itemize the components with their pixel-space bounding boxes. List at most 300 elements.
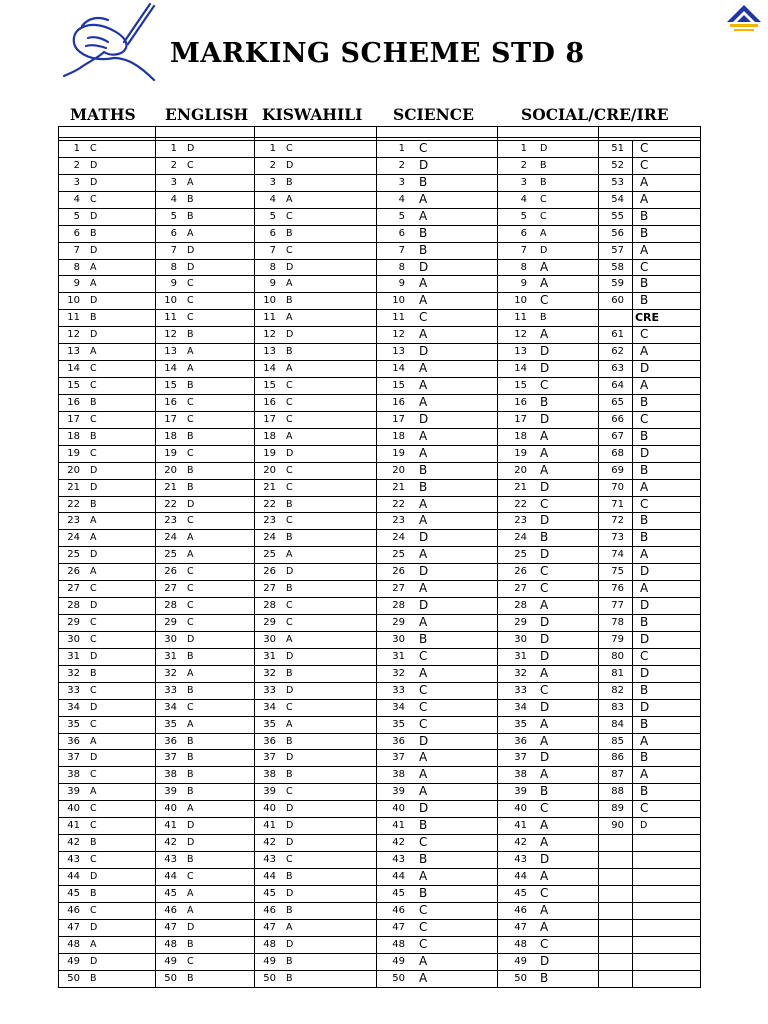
question-number: 8 — [520, 261, 527, 273]
question-number: 76 — [611, 583, 624, 595]
answer-cell: B — [640, 513, 649, 528]
question-number: 39 — [263, 786, 276, 798]
answer-cell: C — [540, 581, 549, 596]
question-number: 47 — [164, 921, 177, 933]
subject-header-kiswahili: KISWAHILI — [262, 105, 363, 124]
answer-cell: D — [90, 650, 98, 662]
question-number: 36 — [67, 735, 80, 747]
answer-cell: D — [90, 481, 98, 493]
question-number: 34 — [392, 701, 405, 713]
answer-cell: B — [640, 394, 649, 409]
answer-cell: D — [286, 803, 294, 815]
answer-cell: C — [419, 141, 428, 155]
answer-cell: A — [419, 750, 428, 765]
question-number: 36 — [263, 735, 276, 747]
answer-cell: B — [286, 532, 293, 544]
question-number: 20 — [67, 464, 80, 476]
answer-cell: A — [286, 633, 293, 645]
question-number: 66 — [611, 413, 624, 425]
answer-cell: D — [419, 344, 429, 359]
answer-cell: A — [540, 868, 549, 883]
answer-cell: C — [187, 701, 194, 713]
answer-cell: B — [540, 159, 547, 171]
answer-cell: C — [540, 378, 549, 393]
question-number: 49 — [164, 955, 177, 967]
question-number: 16 — [392, 396, 405, 408]
answer-cell: D — [286, 837, 294, 849]
question-number: 40 — [263, 803, 276, 815]
answer-cell: A — [90, 515, 97, 527]
question-number: 20 — [514, 464, 527, 476]
answer-cell: A — [90, 532, 97, 544]
answer-cell: D — [187, 244, 195, 256]
answer-cell: A — [540, 598, 549, 613]
answer-cell: A — [187, 718, 194, 730]
question-number: 38 — [164, 769, 177, 781]
question-number: 46 — [392, 904, 405, 916]
answer-cell: A — [90, 346, 97, 358]
answer-cell: D — [187, 633, 195, 645]
question-number: 22 — [392, 498, 405, 510]
question-number: 58 — [611, 261, 624, 273]
question-number: 34 — [67, 701, 80, 713]
question-number: 68 — [611, 447, 624, 459]
question-number: 13 — [164, 346, 177, 358]
question-number: 41 — [263, 820, 276, 832]
question-number: 12 — [514, 329, 527, 341]
answer-cell: C — [286, 244, 293, 256]
question-number: 59 — [611, 278, 624, 290]
question-number: 20 — [164, 464, 177, 476]
answer-cell: C — [90, 769, 97, 781]
answer-cell: A — [540, 227, 547, 239]
answer-cell: B — [286, 498, 293, 510]
question-number: 45 — [164, 887, 177, 899]
question-number: 63 — [611, 363, 624, 375]
answer-cell: C — [419, 310, 428, 325]
answer-cell: A — [419, 547, 428, 562]
question-number: 1 — [170, 143, 177, 154]
answer-cell: C — [90, 854, 97, 866]
answer-cell: B — [640, 225, 649, 240]
question-number: 34 — [514, 701, 527, 713]
question-number: 69 — [611, 464, 624, 476]
question-number: 53 — [611, 176, 624, 188]
question-number: 9 — [520, 278, 527, 290]
answer-cell: A — [540, 445, 549, 460]
row-separator — [598, 885, 701, 886]
question-number: 3 — [398, 176, 405, 188]
question-number: 4 — [73, 193, 80, 205]
answer-cell: A — [540, 835, 549, 850]
answer-cell: C — [540, 885, 549, 900]
answer-cell: C — [90, 904, 97, 916]
answer-cell: C — [640, 259, 649, 274]
question-number: 3 — [269, 176, 276, 188]
question-number: 31 — [392, 650, 405, 662]
table-bottom-border — [58, 987, 701, 988]
answer-cell: C — [187, 396, 194, 408]
question-number: 90 — [611, 820, 624, 832]
question-number: 23 — [263, 515, 276, 527]
answer-cell: B — [90, 887, 97, 899]
question-number: 38 — [392, 769, 405, 781]
answer-cell: C — [90, 684, 97, 696]
answer-cell: A — [419, 327, 428, 342]
answer-cell: C — [286, 515, 293, 527]
question-number: 48 — [514, 938, 527, 950]
question-number: 47 — [392, 921, 405, 933]
question-number: 87 — [611, 769, 624, 781]
answer-cell: A — [419, 208, 428, 223]
question-number: 18 — [514, 430, 527, 442]
question-number: 9 — [170, 278, 177, 290]
answer-cell: B — [419, 479, 428, 494]
question-number: 48 — [164, 938, 177, 950]
answer-cell: A — [540, 462, 549, 477]
question-number: 20 — [392, 464, 405, 476]
question-number: 84 — [611, 718, 624, 730]
answer-cell: C — [540, 936, 549, 951]
answer-cell: B — [419, 225, 428, 240]
column-inner-border — [632, 140, 633, 987]
question-number: 4 — [398, 193, 405, 205]
answer-cell: A — [640, 242, 649, 257]
question-number: 44 — [263, 870, 276, 882]
question-number: 24 — [392, 532, 405, 544]
answer-cell: C — [187, 583, 194, 595]
question-number: 30 — [67, 633, 80, 645]
question-number: 18 — [164, 430, 177, 442]
question-number: 30 — [514, 633, 527, 645]
answer-cell: C — [90, 820, 97, 832]
answer-cell: C — [286, 786, 293, 798]
question-number: 8 — [73, 261, 80, 273]
subject-header-science: SCIENCE — [393, 105, 474, 124]
answer-cell: B — [187, 193, 194, 205]
answer-cell: B — [419, 462, 428, 477]
table-header-border — [58, 137, 701, 138]
subject-header-maths: MATHS — [70, 105, 136, 124]
question-number: 49 — [67, 955, 80, 967]
answer-cell: D — [419, 564, 429, 579]
answer-cell: B — [286, 769, 293, 781]
answer-cell: D — [187, 820, 195, 832]
answer-cell: A — [540, 665, 549, 680]
answer-cell: C — [187, 447, 194, 459]
question-number: 7 — [398, 244, 405, 256]
question-number: 31 — [164, 650, 177, 662]
answer-cell: B — [540, 394, 549, 409]
question-number: 50 — [514, 972, 527, 984]
answer-cell: C — [640, 411, 649, 426]
question-number: 32 — [514, 667, 527, 679]
answer-cell: C — [286, 413, 293, 425]
question-number: 67 — [611, 430, 624, 442]
question-number: 3 — [520, 176, 527, 188]
answer-cell: C — [90, 583, 97, 595]
question-number: 18 — [263, 430, 276, 442]
question-number: 29 — [67, 617, 80, 629]
answer-cell: B — [187, 752, 194, 764]
answer-cell: B — [540, 970, 549, 985]
answer-cell: A — [419, 394, 428, 409]
question-number: 27 — [514, 583, 527, 595]
question-number: 2 — [398, 159, 405, 171]
answer-cell: A — [90, 278, 97, 290]
answer-cell: C — [640, 327, 649, 342]
question-number: 8 — [398, 261, 405, 273]
question-number: 40 — [514, 803, 527, 815]
answer-cell: A — [419, 378, 428, 393]
question-number: 13 — [263, 346, 276, 358]
answer-cell: B — [640, 462, 649, 477]
answer-cell: B — [90, 972, 97, 984]
question-number: 37 — [164, 752, 177, 764]
answer-cell: A — [540, 259, 549, 274]
question-number: 19 — [392, 447, 405, 459]
question-number: 52 — [611, 159, 624, 171]
answer-cell: A — [419, 445, 428, 460]
question-number: 57 — [611, 244, 624, 256]
question-number: 11 — [392, 312, 405, 324]
question-number: 37 — [67, 752, 80, 764]
question-number: 44 — [392, 870, 405, 882]
question-number: 29 — [263, 617, 276, 629]
answer-cell: A — [419, 513, 428, 528]
question-number: 35 — [164, 718, 177, 730]
question-number: 88 — [611, 786, 624, 798]
answer-cell: D — [540, 615, 550, 630]
question-number: 34 — [164, 701, 177, 713]
answer-cell: B — [187, 650, 194, 662]
question-number: 80 — [611, 650, 624, 662]
answer-cell: B — [286, 176, 293, 188]
question-number: 23 — [392, 515, 405, 527]
answer-cell: D — [540, 750, 550, 765]
answer-cell: A — [419, 665, 428, 680]
question-number: 44 — [514, 870, 527, 882]
answer-cell: D — [540, 631, 550, 646]
answer-cell: D — [90, 329, 98, 341]
answer-cell: D — [90, 295, 98, 307]
answer-cell: B — [187, 684, 194, 696]
answer-cell: C — [187, 413, 194, 425]
question-number: 10 — [263, 295, 276, 307]
answer-cell: D — [540, 852, 550, 867]
question-number: 39 — [514, 786, 527, 798]
question-number: 60 — [611, 295, 624, 307]
answer-cell: B — [286, 346, 293, 358]
answer-cell: A — [286, 193, 293, 205]
answer-cell: C — [640, 496, 649, 511]
answer-cell: D — [540, 953, 550, 968]
answer-cell: B — [286, 870, 293, 882]
answer-cell: D — [640, 665, 650, 680]
question-number: 54 — [611, 193, 624, 205]
question-number: 41 — [67, 820, 80, 832]
question-number: 14 — [67, 363, 80, 375]
answer-cell: C — [187, 278, 194, 290]
question-number: 35 — [514, 718, 527, 730]
answer-cell: C — [540, 496, 549, 511]
question-number: 2 — [520, 159, 527, 171]
answer-cell: B — [640, 208, 649, 223]
question-number: 1 — [398, 143, 405, 154]
answer-cell: A — [187, 803, 194, 815]
question-number: 3 — [170, 176, 177, 188]
question-number: 43 — [164, 854, 177, 866]
question-number: 38 — [263, 769, 276, 781]
answer-cell: A — [419, 361, 428, 376]
question-number: 40 — [392, 803, 405, 815]
row-separator — [598, 919, 701, 920]
question-number: 5 — [520, 210, 527, 222]
question-number: 5 — [269, 210, 276, 222]
question-number: 2 — [269, 159, 276, 171]
question-number: 6 — [398, 227, 405, 239]
answer-cell: B — [90, 396, 97, 408]
question-number: 17 — [514, 413, 527, 425]
answer-cell: D — [540, 411, 550, 426]
question-number: 61 — [611, 329, 624, 341]
row-separator — [598, 851, 701, 852]
question-number: 16 — [164, 396, 177, 408]
answer-cell: B — [419, 174, 428, 189]
answer-cell: D — [540, 699, 550, 714]
question-number: 26 — [514, 566, 527, 578]
answer-cell: A — [640, 344, 649, 359]
answer-cell: A — [640, 547, 649, 562]
question-number: 29 — [164, 617, 177, 629]
answer-cell: C — [540, 801, 549, 816]
answer-cell: D — [540, 244, 548, 256]
answer-cell: A — [286, 430, 293, 442]
question-number: 35 — [392, 718, 405, 730]
question-number: 16 — [67, 396, 80, 408]
question-number: 28 — [263, 600, 276, 612]
question-number: 42 — [514, 837, 527, 849]
question-number: 35 — [263, 718, 276, 730]
column-border — [58, 126, 59, 987]
answer-cell: D — [286, 752, 294, 764]
answer-cell: C — [187, 617, 194, 629]
question-number: 6 — [269, 227, 276, 239]
answer-cell: A — [419, 953, 428, 968]
question-number: 21 — [514, 481, 527, 493]
question-number: 49 — [514, 955, 527, 967]
question-number: 41 — [164, 820, 177, 832]
question-number: 41 — [514, 820, 527, 832]
question-number: 22 — [263, 498, 276, 510]
question-number: 11 — [514, 312, 527, 324]
question-number: 77 — [611, 600, 624, 612]
answer-cell: D — [187, 921, 195, 933]
question-number: 22 — [67, 498, 80, 510]
answer-cell: B — [640, 293, 649, 308]
question-number: 85 — [611, 735, 624, 747]
answer-cell: C — [286, 481, 293, 493]
answer-cell: A — [640, 767, 649, 782]
answer-cell: A — [187, 176, 194, 188]
answer-cell: B — [187, 329, 194, 341]
answer-cell: B — [419, 242, 428, 257]
question-number: 29 — [514, 617, 527, 629]
answer-cell: C — [286, 617, 293, 629]
question-number: 10 — [67, 295, 80, 307]
answer-cell: A — [286, 718, 293, 730]
question-number: 14 — [514, 363, 527, 375]
question-number: 28 — [514, 600, 527, 612]
question-number: 32 — [392, 667, 405, 679]
question-number: 21 — [392, 481, 405, 493]
question-number: 55 — [611, 210, 624, 222]
question-number: 48 — [67, 938, 80, 950]
question-number: 12 — [392, 329, 405, 341]
question-number: 25 — [164, 549, 177, 561]
answer-cell: C — [90, 617, 97, 629]
question-number: 71 — [611, 498, 624, 510]
answer-cell: C — [286, 701, 293, 713]
answer-cell: B — [640, 784, 649, 799]
row-separator — [598, 970, 701, 971]
question-number: 6 — [520, 227, 527, 239]
question-number: 15 — [164, 380, 177, 392]
answer-cell: D — [640, 564, 650, 579]
question-number: 5 — [398, 210, 405, 222]
answer-cell: D — [419, 733, 429, 748]
answer-cell: C — [419, 716, 428, 731]
answer-cell: C — [419, 699, 428, 714]
answer-cell: D — [419, 598, 429, 613]
answer-cell: A — [90, 938, 97, 950]
answer-cell: A — [286, 363, 293, 375]
answer-cell: A — [419, 581, 428, 596]
answer-cell: B — [286, 667, 293, 679]
question-number: 2 — [73, 159, 80, 171]
question-number: 36 — [164, 735, 177, 747]
question-number: 64 — [611, 380, 624, 392]
question-number: 8 — [269, 261, 276, 273]
answer-cell: A — [187, 887, 194, 899]
answer-cell: D — [90, 870, 98, 882]
question-number: 26 — [263, 566, 276, 578]
question-number: 24 — [67, 532, 80, 544]
question-number: 30 — [392, 633, 405, 645]
answer-cell: A — [419, 191, 428, 206]
answer-cell: B — [286, 904, 293, 916]
answer-cell: B — [540, 312, 547, 324]
column-border — [155, 126, 156, 987]
question-number: 10 — [514, 295, 527, 307]
answer-cell: B — [286, 227, 293, 239]
question-number: 19 — [514, 447, 527, 459]
question-number: 7 — [73, 244, 80, 256]
question-number: 9 — [398, 278, 405, 290]
question-number: 23 — [164, 515, 177, 527]
answer-cell: D — [90, 210, 98, 222]
answer-cell: A — [187, 363, 194, 375]
answer-cell: C — [419, 936, 428, 951]
answer-cell: C — [187, 870, 194, 882]
answer-cell: A — [419, 970, 428, 985]
answer-cell: C — [640, 648, 649, 663]
question-number: 75 — [611, 566, 624, 578]
answer-cell: A — [286, 921, 293, 933]
question-number: 45 — [263, 887, 276, 899]
answer-cell: A — [90, 735, 97, 747]
question-number: 43 — [67, 854, 80, 866]
